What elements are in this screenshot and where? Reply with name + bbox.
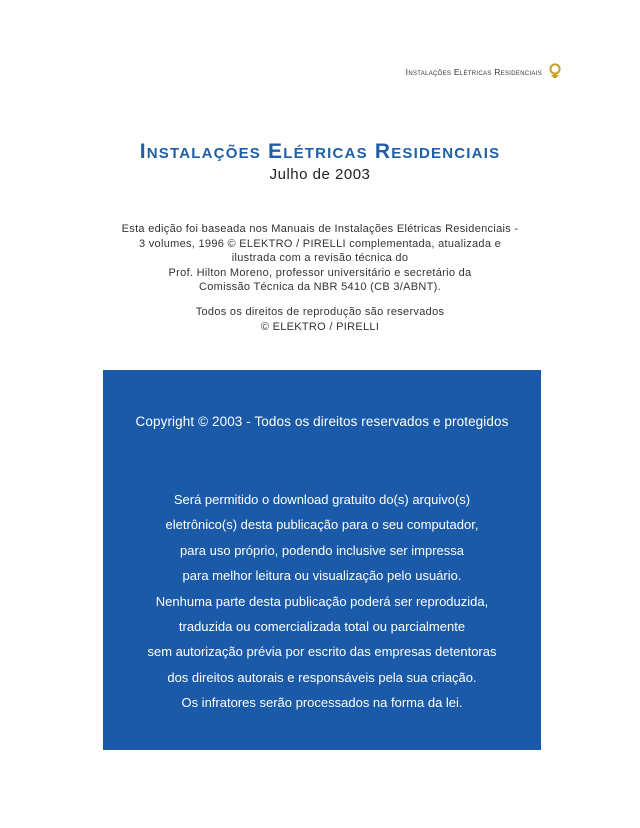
- credits-line: Prof. Hilton Moreno, professor universitário e secretário da: [168, 266, 472, 279]
- notice-line: dos direitos autorais e responsáveis pela sua criação.: [167, 669, 477, 685]
- credits-line: 3 volumes, 1996 © ELEKTRO / PIRELLI complementada, atualizada e: [138, 237, 502, 250]
- title-block: [0, 140, 640, 183]
- copyright-notice-box: [103, 370, 541, 750]
- notice-line: Será permitido o download gratuito do(s) arquivo(s): [173, 492, 471, 507]
- running-header: [406, 63, 562, 81]
- reproduction-rights: [100, 305, 540, 334]
- document-title: Instalações Elétricas Residenciais: [139, 140, 501, 163]
- notice-line: para melhor leitura ou visualização pelo usuário.: [182, 568, 462, 584]
- notice-line: traduzida ou comercializada total ou parcialmente: [178, 619, 466, 635]
- notice-line: para uso próprio, podendo inclusive ser impressa: [180, 542, 464, 558]
- usage-notice: [103, 487, 541, 716]
- credits-line: Comissão Técnica da NBR 5410 (CB 3/ABNT).: [199, 281, 441, 293]
- publication-date: Julho de 2003: [269, 166, 371, 183]
- running-header-title: Instalações Elétricas Residenciais: [405, 67, 542, 77]
- notice-line: Nenhuma parte desta publicação poderá ser reproduzida,: [155, 593, 489, 609]
- edition-credits: [100, 222, 540, 295]
- rights-line: © ELEKTRO / PIRELLI: [260, 320, 380, 333]
- light-bulb-icon: [548, 63, 562, 81]
- notice-line: sem autorização prévia por escrito das empresas detentoras: [147, 644, 497, 660]
- credits-line: Esta edição foi baseada nos Manuais de Instalações Elétricas Residenciais -: [121, 223, 519, 235]
- notice-line: eletrônico(s) desta publicação para o seu computador,: [165, 517, 479, 533]
- rights-line: Todos os direitos de reprodução são reservados: [195, 306, 445, 318]
- copyright-line: Copyright © 2003 - Todos os direitos reservados e protegidos: [135, 414, 509, 429]
- notice-line: Os infratores serão processados na forma da lei.: [181, 695, 463, 711]
- credits-line: ilustrada com a revisão técnica do: [231, 252, 409, 264]
